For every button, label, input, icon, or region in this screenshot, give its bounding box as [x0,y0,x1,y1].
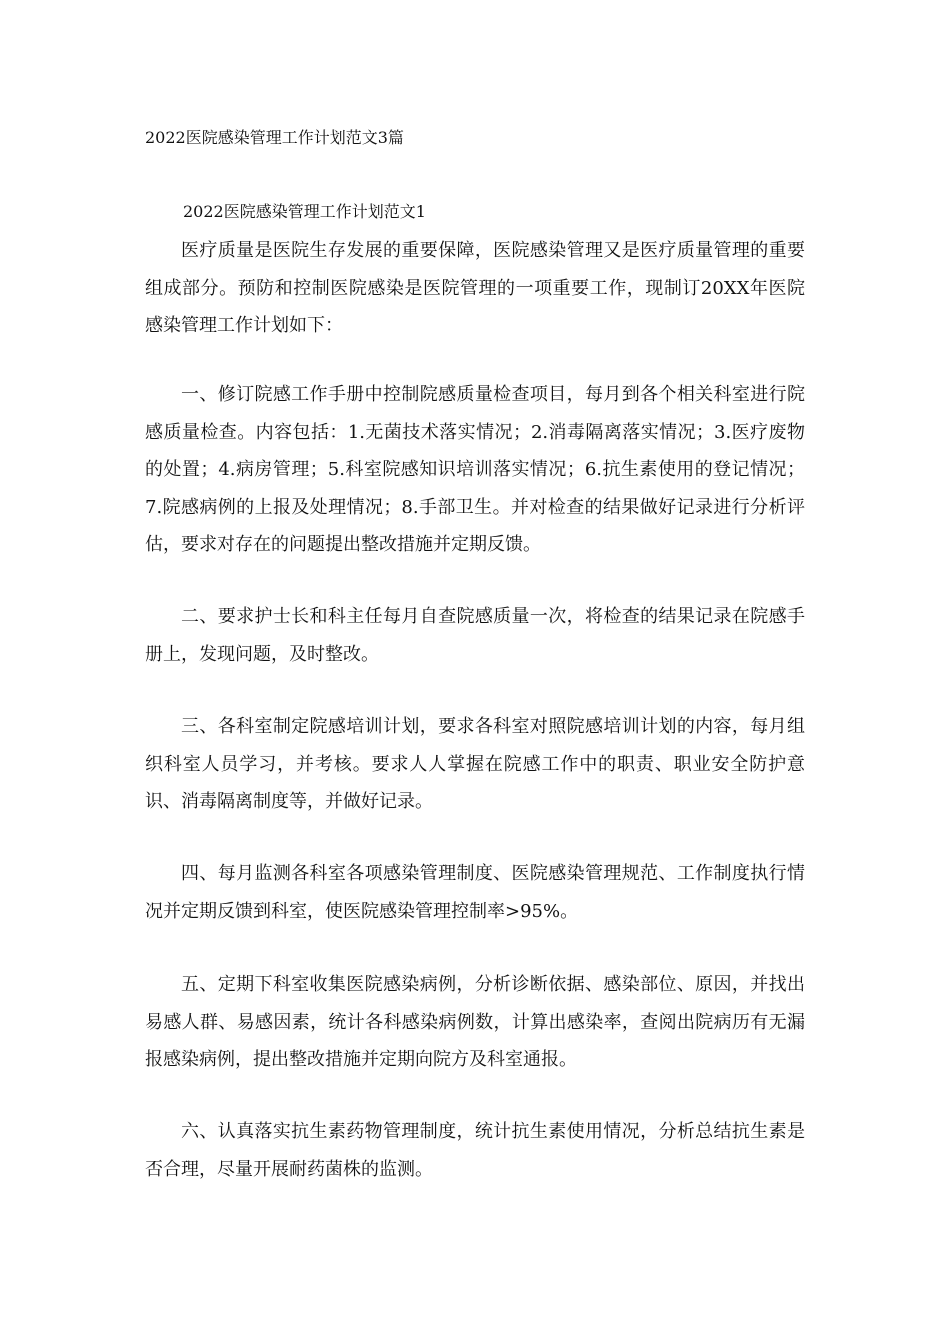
document-title: 2022医院感染管理工作计划范文3篇 [145,128,404,147]
intro-paragraph: 医疗质量是医院生存发展的重要保障，医院感染管理又是医疗质量管理的重要组成部分。预防和控制医院感染是医院管理的一项重要工作，现制订20XX年医院感染管理工作计划如下： [145,240,805,336]
item-paragraph-6: 六、认真落实抗生素药物管理制度，统计抗生素使用情况，分析总结抗生素是否合理，尽量开展耐药菌株的监测。 [145,1121,805,1180]
item-paragraph-1: 一、修订院感工作手册中控制院感质量检查项目，每月到各个相关科室进行院感质量检查。内容包括：1.无菌技术落实情况；2.消毒隔离落实情况；3.医疗废物的处置；4.病房管理；5.科室院感知识培训落实情况；6.抗生素使用的登记情况；7.院感病例的上报及处理情况；8.手部卫生。并对检查的结果做好记录进行分析评估，要求对存在的问题提出整改措施并定期反馈。 [145,384,805,555]
item-paragraph-4: 四、每月监测各科室各项感染管理制度、医院感染管理规范、工作制度执行情况并定期反馈到科室，使医院感染管理控制率>95%。 [145,863,805,922]
item-paragraph-5: 五、定期下科室收集医院感染病例，分析诊断依据、感染部位、原因，并找出易感人群、易感因素，统计各科感染病例数，计算出感染率，查阅出院病历有无漏报感染病例，提出整改措施并定期向院方及科室通报。 [145,974,805,1070]
item-paragraph-2: 二、要求护士长和科主任每月自查院感质量一次，将检查的结果记录在院感手册上，发现问题，及时整改。 [145,606,805,665]
item-paragraph-3: 三、各科室制定院感培训计划，要求各科室对照院感培训计划的内容，每月组织科室人员学习，并考核。要求人人掌握在院感工作中的职责、职业安全防护意识、消毒隔离制度等，并做好记录。 [145,716,805,812]
section-title: 2022医院感染管理工作计划范文1 [183,202,426,221]
